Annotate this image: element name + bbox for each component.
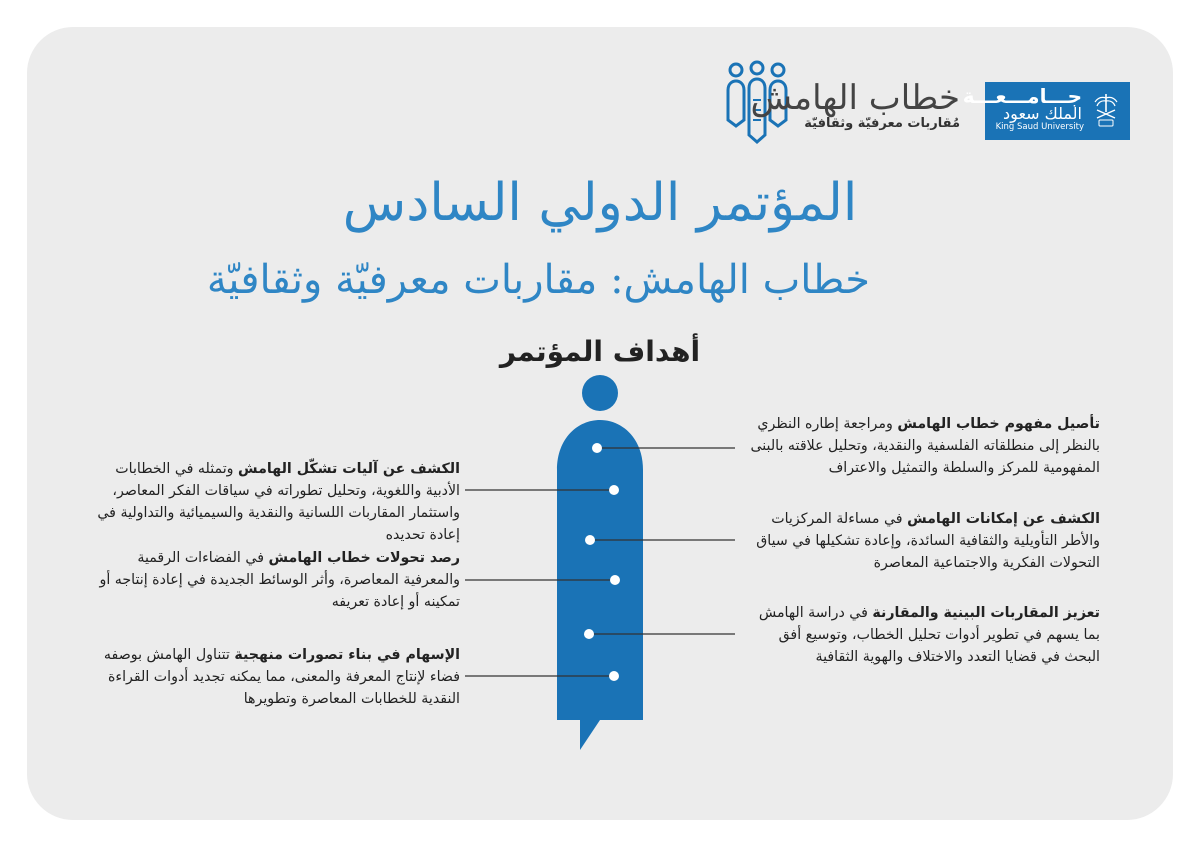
- king-saud-university-logo: [962, 82, 1130, 140]
- goal-text: في الفضاءات الرقمية والمعرفية المعاصرة، وأثر الوسائط الجديدة في إعادة إنتاجه أو تمكينه أو إعادة تعريفه: [99, 550, 460, 610]
- goal-text: وتمثله في الخطابات الأدبية واللغوية، وتحليل تطوراته في سياقات الفكر المعاصر، واستثمار المقاربات اللسانية والنقدية والسيميائية والتداولية في إعادة تحديده: [97, 461, 460, 543]
- goal-text: في دراسة الهامش بما يسهم في تطوير أدوات تحليل الخطاب، وتوسيع أفق البحث في قضايا التعدد والاختلاف والهوية الثقافية: [758, 605, 1100, 665]
- goal-title: تعزيز المقاربات البينية والمقارنة: [872, 605, 1100, 621]
- goal-title: تأصيل مفهوم خطاب الهامش: [897, 416, 1100, 432]
- conference-title: المؤتمر الدولي السادس: [342, 173, 858, 233]
- margin-discourse-logo: [750, 78, 960, 131]
- goal-text: في مساءلة المركزيات والأطر التأويلية والثقافية السائدة، وإعادة تشكيلها في سياق التحولات الفكرية والاجتماعية المعاصرة: [756, 511, 1100, 571]
- goal-title: الإسهام في بناء تصورات منهجية: [234, 647, 460, 663]
- university-name-en: King Saud University: [995, 122, 1084, 132]
- goal-title: رصد تحولات خطاب الهامش: [268, 550, 460, 566]
- goal-right-3: [740, 602, 1100, 668]
- goal-right-1: [740, 413, 1100, 479]
- goal-text: تتناول الهامش بوصفه فضاء لإنتاج المعرفة والمعنى، مما يمكنه تجديد أدوات القراءة النقدية للخطابات المعاصرة وتطويرها: [103, 647, 460, 707]
- margin-logo-subtitle: مُقاربات معرفيّة وثقافيّة: [804, 116, 960, 131]
- goal-title: الكشف عن إمكانات الهامش: [907, 511, 1100, 527]
- goal-right-2: [740, 508, 1100, 574]
- margin-logo-title: خطاب الهامش: [750, 78, 960, 118]
- goals-heading: أهداف المؤتمر: [499, 335, 701, 368]
- palm-swords-emblem-icon: [1090, 92, 1122, 128]
- goal-text: ومراجعة إطاره النظري بالنظر إلى منطلقاته الفلسفية والنقدية، وتحليل علاقته بالبنى المفهومية للمركز والسلطة والتمثيل والاعتراف: [750, 416, 1100, 476]
- goal-left-2: [90, 547, 460, 613]
- goal-title: الكشف عن آليات تشكّل الهامش: [238, 461, 460, 477]
- university-name-ar-line1: جـــامـــعـــة: [962, 84, 1082, 108]
- conference-subtitle: خطاب الهامش: مقاربات معرفيّة وثقافيّة: [206, 257, 870, 303]
- goal-left-1: [90, 458, 460, 546]
- university-name-ar-line2: الملك سعود: [1003, 104, 1082, 123]
- goal-left-3: [90, 644, 460, 710]
